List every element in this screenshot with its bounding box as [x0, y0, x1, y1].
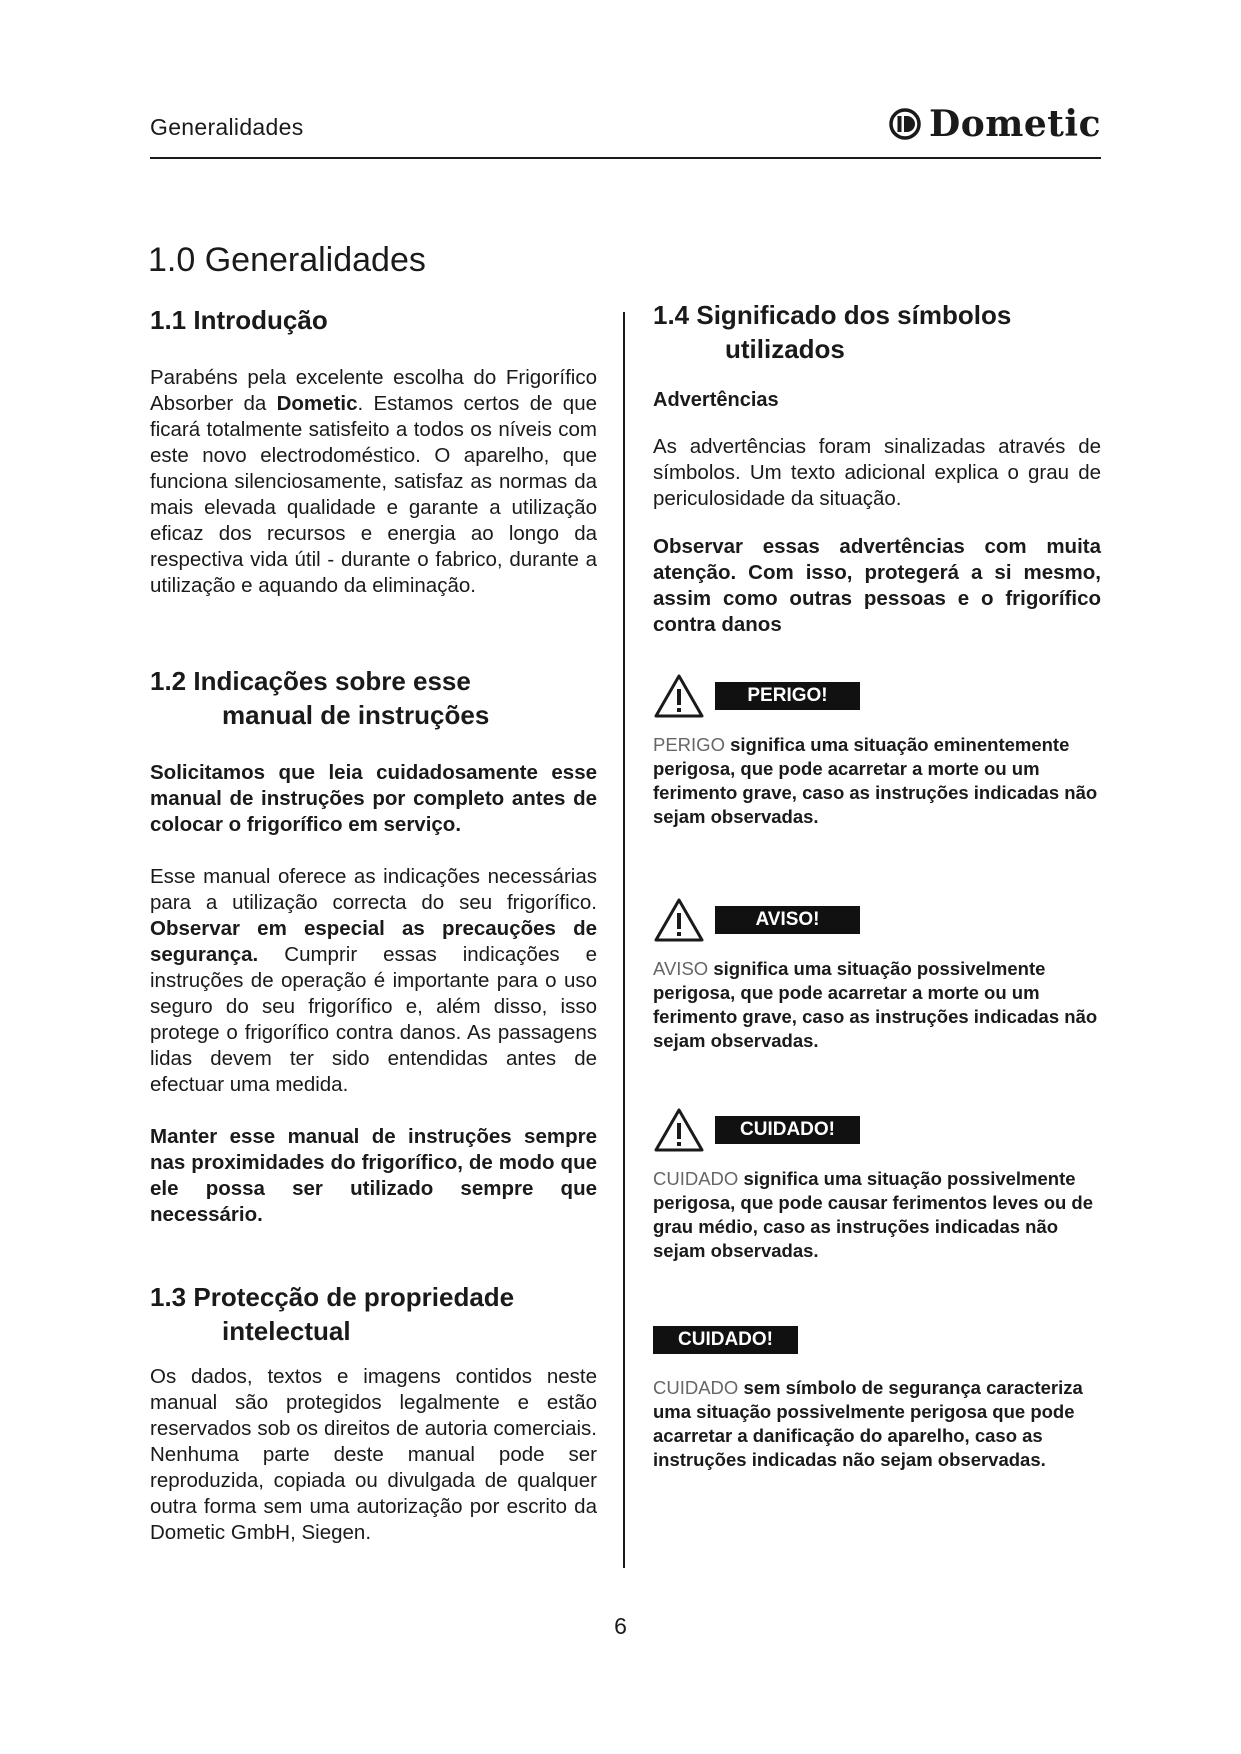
warnings-bold-notice: Observar essas advertências com muita atenção. Com isso, protegerá a si mesmo, assim como outras pessoas e o frigorífico contra danos: [653, 535, 1101, 636]
warning-perigo: [653, 673, 1101, 829]
warning-cuidado-no-symbol-desc: sem símbolo de segurança caracteriza uma situação possivelmente perigosa que pode acarretar a danificação do aparelho, caso as instruções indicadas não sejam observadas.: [653, 1377, 1083, 1470]
dometic-logo-icon: [889, 108, 921, 140]
column-divider: [623, 312, 625, 1568]
intro-brand: Dometic: [276, 392, 358, 415]
manual-text-b: Cumprir essas indicações e instruções de operação é importante para o uso seguro do seu frigorífico e, além disso, isso protege o frigorífico contra danos. As passagens lidas devem ter sido entendidas antes de efectuar uma medida.: [150, 943, 597, 1096]
page-title: 1.0 Generalidades: [148, 241, 426, 279]
section-1-3-paragraph: Os dados, textos e imagens contidos neste manual são protegidos legalmente e estão reservados sob os direitos de autoria comerciais. Nenhuma parte deste manual pode ser reproduzida, copiada ou divulgada de qualquer outra forma sem uma autorização por escrito da Dometic GmbH, Siegen.: [150, 1365, 597, 1544]
warning-cuidado-text: [653, 1167, 1101, 1263]
section-1-2-bold-notice: Solicitamos que leia cuidadosamente esse manual de instruções por completo antes de colocar o frigorífico em serviço.: [150, 761, 597, 836]
warning-aviso-text: [653, 957, 1101, 1053]
intro-text-a: Parabéns pela excelente escolha do Frigorífico Absorber da: [150, 366, 597, 415]
warning-aviso-desc: significa uma situação possivelmente perigosa, que pode acarretar a morte ou um ferimento grave, caso as instruções indicadas não sejam observadas.: [653, 958, 1098, 1051]
warning-perigo-header: [653, 673, 1101, 719]
header-rule: [150, 157, 1101, 159]
section-1-4: [653, 298, 1101, 638]
section-1-1-heading: 1.1 Introdução: [150, 305, 328, 335]
warning-cuidado-no-symbol-lead: CUIDADO: [653, 1377, 739, 1398]
warning-cuidado-label: CUIDADO!: [715, 1116, 860, 1144]
page-number: 6: [614, 1613, 627, 1639]
warnings-intro: As advertências foram sinalizadas através de símbolos. Um texto adicional explica o grau de periculosidade da situação.: [653, 435, 1101, 510]
warning-cuidado-lead: CUIDADO: [653, 1168, 739, 1189]
section-1-4-heading: [653, 298, 1101, 366]
warning-triangle-icon: [653, 1107, 705, 1153]
section-1-4-heading-line2: utilizados: [725, 334, 845, 364]
warning-perigo-label: PERIGO!: [715, 682, 860, 710]
warning-cuidado-no-symbol: [653, 1326, 1101, 1472]
warning-triangle-icon: [653, 897, 705, 943]
warning-perigo-desc: significa uma situação eminentemente perigosa, que pode acarretar a morte ou um ferimento grave, caso as instruções indicadas não sejam observadas.: [653, 734, 1098, 827]
warning-cuidado: [653, 1107, 1101, 1263]
warning-aviso: [653, 897, 1101, 1053]
section-1-3-heading-line1: 1.3 Protecção de propriedade: [150, 1282, 515, 1312]
manual-text-a: Esse manual oferece as indicações necessárias para a utilização correcta do seu frigorífico.: [150, 865, 597, 914]
warning-aviso-label: AVISO!: [715, 906, 860, 934]
warning-perigo-text: [653, 733, 1101, 829]
logo-text: Dometic: [929, 103, 1101, 145]
warning-cuidado-header: [653, 1107, 1101, 1153]
warning-perigo-lead: PERIGO: [653, 734, 725, 755]
warning-cuidado-no-symbol-text: [653, 1376, 1101, 1472]
warning-aviso-header: [653, 897, 1101, 943]
section-1-1-paragraph: [150, 365, 597, 599]
section-1-3-heading-line2: intelectual: [222, 1316, 351, 1346]
section-1-3-heading: [150, 1280, 597, 1348]
manual-text-bold: Observar em especial as precauções de segurança.: [150, 917, 597, 966]
section-1-1: [150, 303, 597, 599]
section-1-4-heading-line1: 1.4 Significado dos símbolos: [653, 300, 1012, 330]
section-1-2-paragraph: [150, 864, 597, 1098]
warning-cuidado-no-symbol-label: CUIDADO!: [653, 1326, 798, 1354]
section-1-3: [150, 1280, 597, 1546]
section-1-2-heading-line1: 1.2 Indicações sobre esse: [150, 666, 471, 696]
warning-aviso-lead: AVISO: [653, 958, 709, 979]
warning-cuidado-desc: significa uma situação possivelmente perigosa, que pode causar ferimentos leves ou de grau médio, caso as instruções indicadas não sejam observadas.: [653, 1168, 1094, 1261]
warning-triangle-icon: [653, 673, 705, 719]
dometic-logo: [889, 103, 1101, 145]
warnings-subheading: Advertências: [653, 389, 779, 411]
intro-text-b: . Estamos certos de que ficará totalmente satisfeito a todos os níveis com este novo electrodoméstico. O aparelho, que funciona silenciosamente, satisfaz as normas da mais elevada qualidade e garante a utilização eficaz dos recursos e energia ao longo da respectiva vida útil - durante o fabrico, durante a utilização e aquando da eliminação.: [150, 392, 598, 597]
section-1-2-bold-keep: Manter esse manual de instruções sempre nas proximidades do frigorífico, de modo que ele possa ser utilizado sempre que necessário.: [150, 1125, 597, 1226]
section-1-2-heading-line2: manual de instruções: [222, 700, 490, 730]
section-1-2: [150, 664, 597, 1228]
header-section-title: Generalidades: [150, 114, 304, 140]
section-1-2-heading: [150, 664, 597, 732]
